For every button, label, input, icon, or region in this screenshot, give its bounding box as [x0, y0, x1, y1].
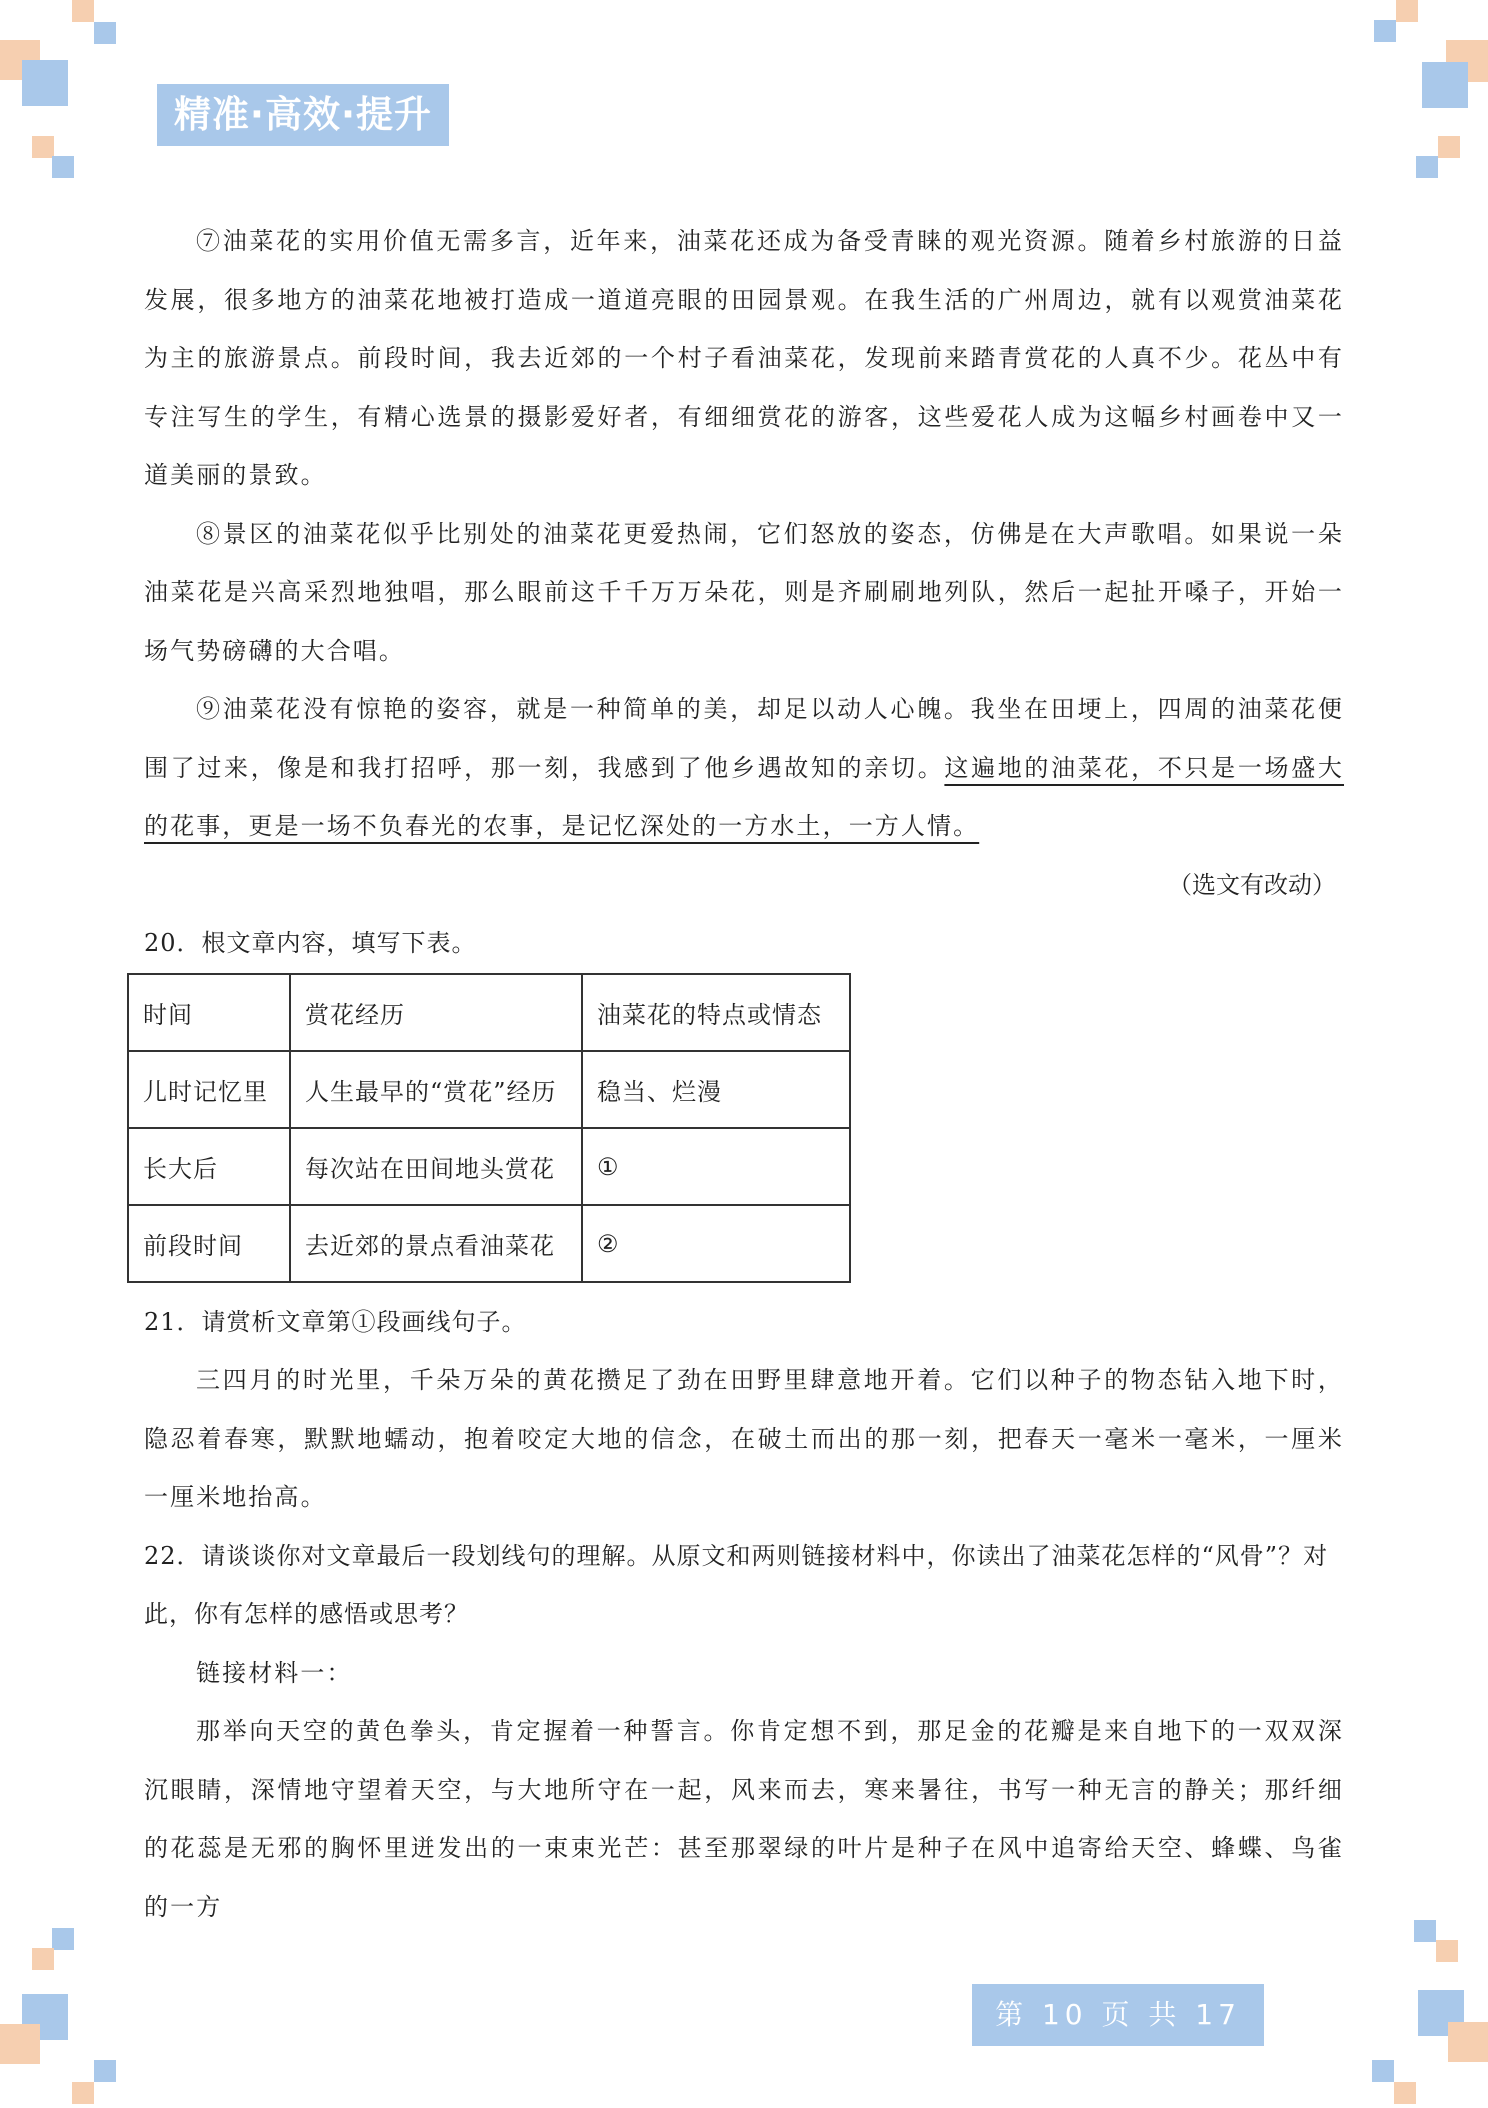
corner-decoration	[72, 0, 94, 22]
table-cell: ①	[582, 1128, 850, 1205]
table-row	[128, 1128, 850, 1205]
corner-decoration	[1414, 1920, 1436, 1942]
question-20-prompt: 20．根文章内容，填写下表。	[144, 928, 477, 957]
table-cell: 去近郊的景点看油菜花	[290, 1205, 582, 1282]
corner-decoration	[94, 22, 116, 44]
corner-decoration	[94, 2060, 116, 2082]
table-cell: 稳当、烂漫	[582, 1051, 850, 1128]
corner-decoration	[22, 60, 68, 106]
table-cell: 前段时间	[128, 1205, 290, 1282]
table-header-cell: 赏花经历	[290, 974, 582, 1051]
question-21-prompt: 21．请赏析文章第①段画线句子。	[144, 1308, 527, 1336]
corner-decoration	[1448, 2022, 1488, 2062]
page-number-label: 第 10 页 共 17 页	[972, 1984, 1264, 2046]
corner-decoration	[72, 2082, 94, 2104]
question-21-quote: 三四月的时光里，千朵万朵的黄花攒足了劲在田野里肆意地开着。它们以种子的物态钻入地下时，隐忍着春寒，默默地蠕动，抱着咬定大地的信念，在破土而出的那一刻，把春天一毫米一毫米，一厘米一厘米地抬高。	[144, 1366, 1344, 1511]
corner-decoration	[1372, 2060, 1394, 2082]
table-header-row	[128, 974, 850, 1051]
corner-decoration	[1438, 136, 1460, 158]
table-cell: 每次站在田间地头赏花	[290, 1128, 582, 1205]
corner-decoration	[52, 156, 74, 178]
table-cell: 儿时记忆里	[128, 1051, 290, 1128]
corner-decoration	[1436, 1940, 1458, 1962]
link-material-1-label: 链接材料一：	[196, 1658, 353, 1687]
corner-decoration	[52, 1928, 74, 1950]
corner-decoration	[0, 2024, 40, 2064]
table-row	[128, 1051, 850, 1128]
table-header-cell: 油菜花的特点或情态	[582, 974, 850, 1051]
corner-decoration	[32, 1948, 54, 1970]
main-content	[144, 212, 1344, 972]
header-badge: 精准·高效·提升	[157, 84, 449, 146]
table-header-cell: 时间	[128, 974, 290, 1051]
table-cell: ②	[582, 1205, 850, 1282]
corner-decoration	[1422, 62, 1468, 108]
corner-decoration	[1374, 20, 1396, 42]
passage-paragraph-8: ⑧景区的油菜花似乎比别处的油菜花更爱热闹，它们怒放的姿态，仿佛是在大声歌唱。如果说一朵油菜花是兴高采烈地独唱，那么眼前这千千万万朵花，则是齐刷刷地列队，然后一起扯开嗓子，开始一场气势磅礴的大合唱。	[144, 519, 1344, 665]
answer-table	[127, 973, 851, 1283]
table-cell: 人生最早的“赏花”经历	[290, 1051, 582, 1128]
underlined-sentence: 这遍地的油菜花，不只是一场盛大的花事，更是一场不负春光的农事，是记忆深处的一方水土，一方人情。	[144, 753, 1345, 840]
corner-decoration	[1394, 2082, 1416, 2104]
questions-section	[144, 1293, 1344, 1936]
table-row	[128, 1205, 850, 1282]
corner-decoration	[1416, 156, 1438, 178]
source-note: （选文有改动）	[1168, 870, 1336, 899]
passage-paragraph-7: ⑦油菜花的实用价值无需多言，近年来，油菜花还成为备受青睐的观光资源。随着乡村旅游的日益发展，很多地方的油菜花地被打造成一道道亮眼的田园景观。在我生活的广州周边，就有以观赏油菜花为主的旅游景点。前段时间，我去近郊的一个村子看油菜花，发现前来踏青赏花的人真不少。花丛中有专注写生的学生，有精心选景的摄影爱好者，有细细赏花的游客，这些爱花人成为这幅乡村画卷中又一道美丽的景致。	[144, 227, 1344, 489]
corner-decoration	[32, 136, 54, 158]
link-material-1-text: 那举向天空的黄色拳头，肯定握着一种誓言。你肯定想不到，那足金的花瓣是来自地下的一双双深沉眼睛，深情地守望着天空，与大地所守在一起，风来而去，寒来暑往，书写一种无言的静关；那纤细的花蕊是无邪的胸怀里迸发出的一束束光芒：甚至那翠绿的叶片是种子在风中追寄给天空、蜂蝶、鸟雀的一方	[144, 1717, 1344, 1921]
paragraph-9-text: ⑨油菜花没有惊艳的姿容，就是一种简单的美，却足以动人心魄。我坐在田埂上，四周的油菜花便围了过来，像是和我打招呼，那一刻，我感到了他乡遇故知的亲切。	[144, 695, 1344, 782]
passage-paragraph-9	[144, 680, 1344, 856]
corner-decoration	[1396, 0, 1418, 22]
table-cell: 长大后	[128, 1128, 290, 1205]
question-22-prompt: 22．请谈谈你对文章最后一段划线句的理解。从原文和两则链接材料中，你读出了油菜花怎样的“风骨”？对此，你有怎样的感悟或思考？	[144, 1541, 1329, 1628]
